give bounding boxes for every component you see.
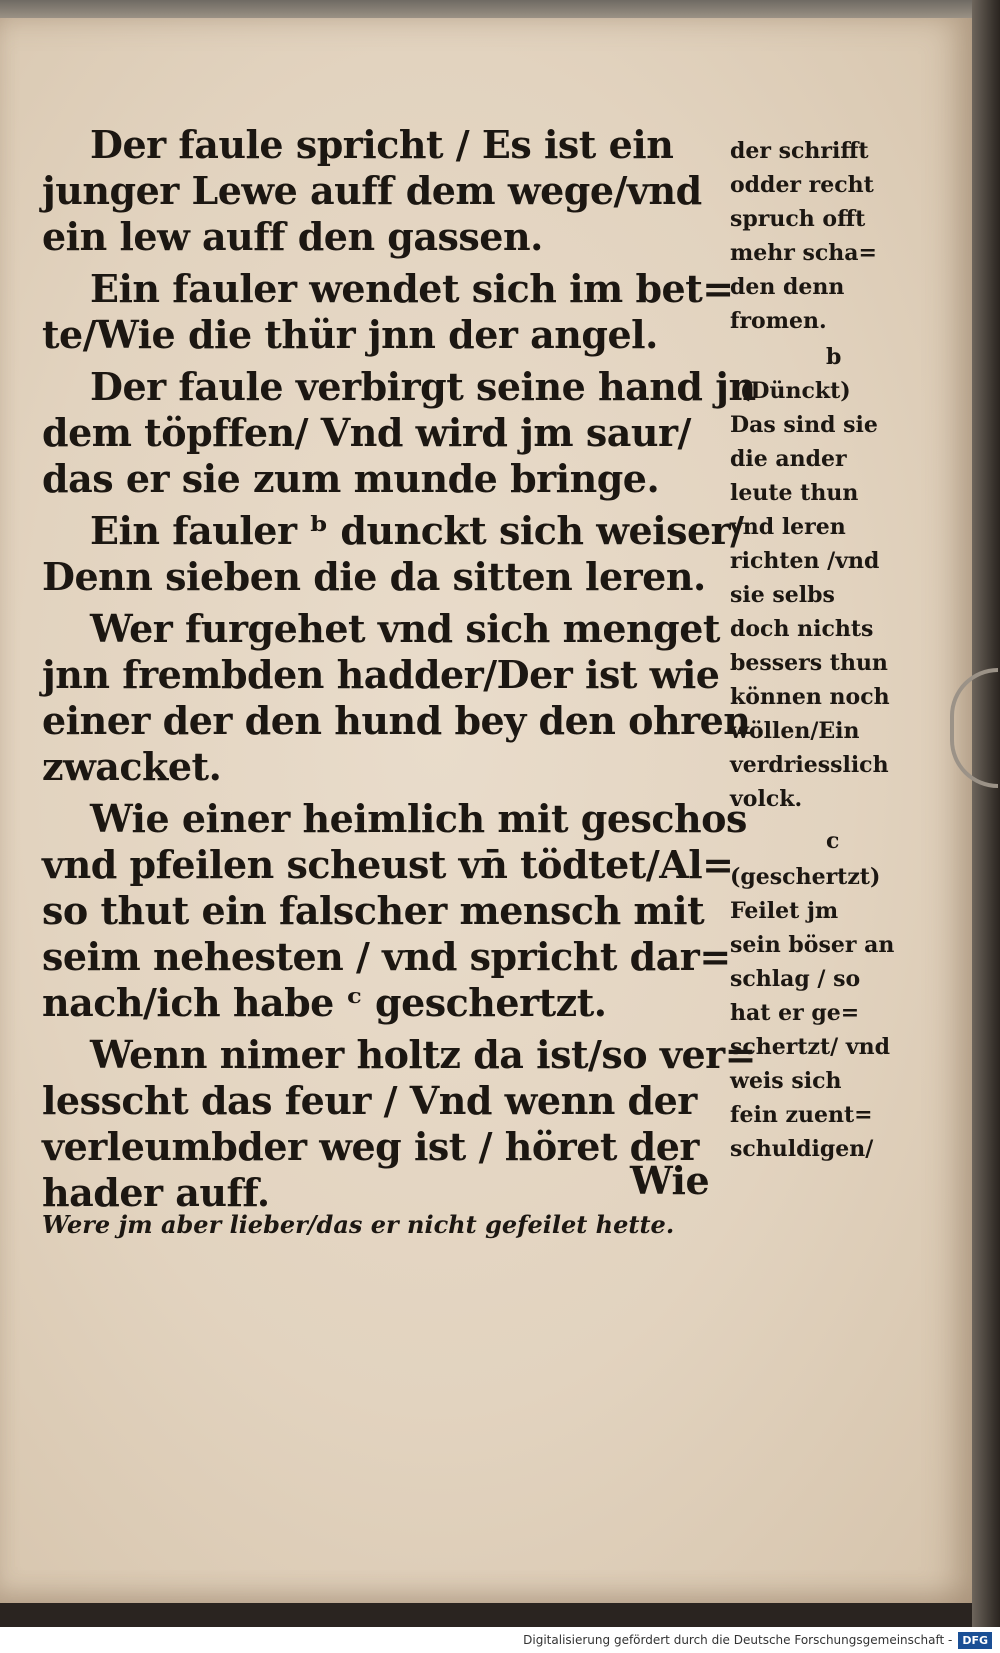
margin-note-marker: b	[826, 344, 842, 370]
margin-note-line: fromen.	[730, 308, 827, 334]
digitization-footer	[0, 1627, 1000, 1653]
main-text-line: te/Wie die thür jnn der angel.	[42, 312, 658, 357]
margin-note-line: verdriesslich	[730, 752, 889, 778]
margin-note-line: richten /vnd	[730, 548, 880, 574]
margin-note-line: den denn	[730, 274, 845, 300]
main-text-line: Wenn nimer holtz da ist/so ver=	[90, 1032, 756, 1077]
margin-note-line: der schrifft	[730, 138, 869, 164]
margin-note-line: volck.	[730, 786, 803, 812]
main-text-line: Denn sieben die da sitten leren.	[42, 554, 706, 599]
main-text-line: Ein fauler wendet sich im bet=	[90, 266, 734, 311]
margin-note-line: bessers thun	[730, 650, 888, 676]
margin-note-line: doch nichts	[730, 616, 874, 642]
main-text-line: Der faule spricht / Es ist ein	[90, 122, 674, 167]
margin-note-line: schlag / so	[730, 966, 861, 992]
main-text-line: jnn frembden hadder/Der ist wie	[42, 652, 720, 697]
dfg-logo: DFG	[958, 1632, 992, 1649]
margin-note-line: sein böser an	[730, 932, 895, 958]
book-fore-edge	[972, 0, 1000, 1653]
margin-note-line: leute thun	[730, 480, 859, 506]
margin-note-line: können noch	[730, 684, 890, 710]
margin-note-line: die ander	[730, 446, 847, 472]
main-text-line: ein lew auff den gassen.	[42, 214, 543, 259]
margin-note-line: sie selbs	[730, 582, 835, 608]
main-text-line: Wie einer heimlich mit geschos	[90, 796, 747, 841]
main-text-line: nach/ich habe ᶜ geschertzt.	[42, 980, 607, 1025]
main-text-line: zwacket.	[42, 744, 222, 789]
margin-note-lemma: (Dünckt)	[740, 378, 851, 404]
margin-note-marker: c	[826, 828, 840, 854]
main-text-line: lesscht das feur / Vnd wenn der	[42, 1078, 697, 1123]
margin-note-line: schuldigen/	[730, 1136, 874, 1162]
margin-note-line: Feilet jm	[730, 898, 839, 924]
main-text-line: vnd pfeilen scheust vn̄ tödtet/Al=	[42, 842, 734, 887]
paper-page	[0, 18, 972, 1603]
main-text-line: dem töpffen/ Vnd wird jm saur/	[42, 410, 691, 455]
margin-note-line: spruch offt	[730, 206, 866, 232]
main-text-line: Wer furgehet vnd sich menget	[90, 606, 720, 651]
margin-note-line: hat er ge=	[730, 1000, 860, 1026]
margin-note-line: schertzt/ vnd	[730, 1034, 891, 1060]
margin-note-line: vnd leren	[730, 514, 846, 540]
main-text-line: hader auff.	[42, 1170, 270, 1215]
margin-note-line: fein zuent=	[730, 1102, 873, 1128]
main-text-line: Der faule verbirgt seine hand jn	[90, 364, 756, 409]
margin-note-line: weis sich	[730, 1068, 842, 1094]
main-text-line: junger Lewe auff dem wege/vnd	[42, 168, 702, 213]
main-text-line: verleumbder weg ist / höret der	[42, 1124, 699, 1169]
main-text-line: das er sie zum munde bringe.	[42, 456, 660, 501]
main-text-line: einer der den hund bey den ohren	[42, 698, 751, 743]
catchword: Wie	[630, 1158, 710, 1203]
margin-note-line: mehr scha=	[730, 240, 877, 266]
margin-note-line: Das sind sie	[730, 412, 878, 438]
main-text-line: Ein fauler ᵇ dunckt sich weiser/	[90, 508, 744, 553]
printed-footnote: Were jm aber lieber/das er nicht gefeilet hette.	[42, 1210, 675, 1239]
margin-note-line: wöllen/Ein	[730, 718, 860, 744]
margin-note-lemma: (geschertzt)	[730, 864, 881, 890]
footer-credit: Digitalisierung gefördert durch die Deutsche Forschungsgemeinschaft -	[523, 1633, 953, 1647]
main-text-line: seim nehesten / vnd spricht dar=	[42, 934, 731, 979]
main-text-line: so thut ein falscher mensch mit	[42, 888, 705, 933]
margin-note-line: odder recht	[730, 172, 874, 198]
